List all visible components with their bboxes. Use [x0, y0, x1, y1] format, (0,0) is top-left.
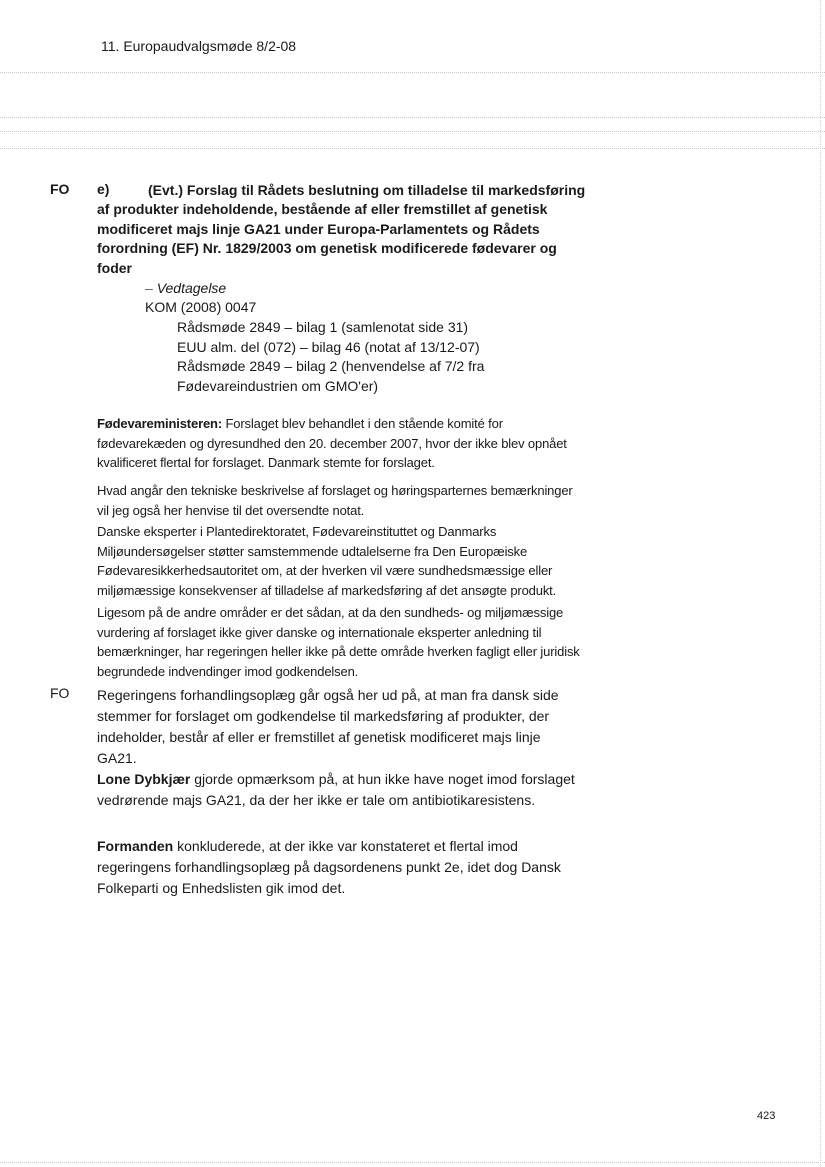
page-header: 11. Europaudvalgsmøde 8/2-08 [101, 38, 297, 54]
paragraph-minister [97, 414, 582, 473]
speaker-name: Lone Dybkjær [97, 771, 191, 787]
agenda-item-title: (Evt.) Forslag til Rådets beslutning om tilladelse til markedsføring af produkter indeholdende, bestående af eller fremstillet af genetisk modificeret majs linje GA21 under Europa-Parlamentets og Rådets forordning (EF) Nr. 1829/2003 om genetisk modificerede fødevarer og foder [97, 182, 586, 276]
decision-dash: – [145, 280, 153, 296]
margin-tag-fo: FO [50, 181, 70, 197]
reference-list [177, 318, 484, 396]
scan-rule [0, 131, 825, 132]
speaker-name: Formanden [97, 838, 174, 854]
paragraph-text: Forslaget blev behandlet i den stående komité for fødevarekæden og dyresundhed den 20. december 2007, hvor der ikke blev opnået kvalificeret flertal for forslaget. Danmark stemte for forslaget. [97, 416, 567, 471]
paragraph-chair [97, 836, 582, 899]
scan-edge [820, 0, 821, 1167]
paragraph-assessment: Ligesom på de andre områder er det sådan, at da den sundheds- og miljømæssige vurdering af forslaget ikke giver danske og internationale eksperter anledning til bemærkninger, har regeringen heller ikke på dette område hverken fagligt eller juridisk begrundede indvendinger imod godkendelsen. [97, 605, 580, 679]
agenda-item-letter: e) [97, 181, 110, 197]
reference-line: Rådsmøde 2849 – bilag 2 (henvendelse af 7/2 fra [177, 358, 485, 374]
reference-line: Rådsmøde 2849 – bilag 1 (samlenotat side 31) [177, 319, 469, 335]
scan-rule [0, 148, 825, 149]
scan-rule [0, 72, 825, 73]
scan-rule [0, 117, 825, 118]
paragraph-negotiation: Regeringens forhandlingsoplæg går også her ud på, at man fra dansk side stemmer for forslaget om godkendelse til markedsføring af produkter, der indeholder, består af eller er fremstillet af genetisk modificeret majs linje GA21. [97, 687, 559, 766]
paragraph-text: konkluderede, at der ikke var konstateret et flertal imod regeringens forhandlingsoplæg på dagsordenens punkt 2e, idet dog Dansk Folkeparti og Enhedslisten gik imod det. [97, 838, 561, 896]
decision-line [145, 279, 226, 298]
paragraph-dybkjaer [97, 769, 582, 811]
scan-rule [0, 1162, 825, 1163]
decision-text: Vedtagelse [156, 280, 227, 296]
paragraph-text: gjorde opmærksom på, at hun ikke have noget imod forslaget vedrørende majs GA21, da der her ikke er tale om antibiotikaresistens. [97, 771, 575, 808]
kom-reference: KOM (2008) 0047 [145, 299, 257, 315]
page-number: 423 [757, 1110, 776, 1122]
reference-line: Fødevareindustrien om GMO'er) [177, 377, 379, 394]
paragraph-experts: Danske eksperter i Plantedirektoratet, Fødevareinstituttet og Danmarks Miljøundersøgelser støtter samstemmende udtalelserne fra Den Europæiske Fødevaresikkerhedsautoritet om, at der hverken vil være sundhedsmæssige eller miljømæssige konsekvenser af tilladelse af markedsføring af det ansøgte produkt. [97, 524, 557, 598]
paragraph-technical: Hvad angår den tekniske beskrivelse af forslaget og høringsparternes bemærkninger vil jeg også her henvise til det oversendte notat. [97, 483, 573, 518]
margin-tag-fo: FO [50, 685, 70, 701]
speaker-name: Fødevareministeren: [97, 416, 223, 431]
reference-line: EUU alm. del (072) – bilag 46 (notat af 13/12-07) [177, 338, 480, 355]
